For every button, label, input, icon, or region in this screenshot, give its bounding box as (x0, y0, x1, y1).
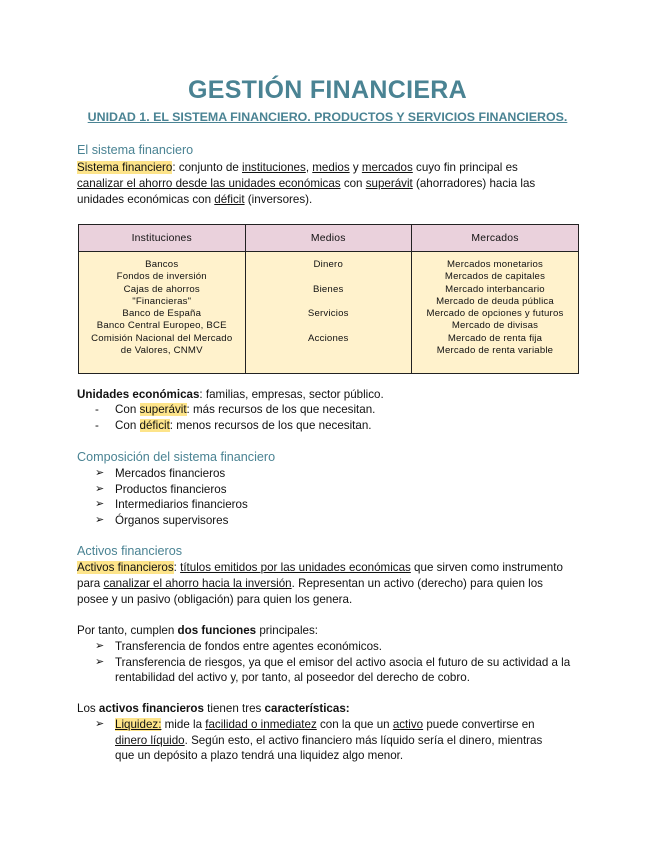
bold-term: Unidades económicas (77, 388, 200, 401)
dash-list-unidades (95, 402, 375, 433)
section-heading-composicion: Composición del sistema financiero (77, 450, 276, 464)
text-span: Con (115, 403, 140, 416)
text-span: : (173, 561, 181, 574)
highlight-term: Sistema financiero (77, 161, 173, 174)
financial-system-table (78, 224, 579, 374)
unit-subtitle: UNIDAD 1. EL SISTEMA FINANCIERO. PRODUCTOS Y SERVICIOS FINANCIEROS. (87, 110, 568, 124)
paragraph-unidades (77, 387, 577, 403)
definition-line-2 (77, 576, 577, 592)
arrow-bullet-icon: ➢ (95, 513, 105, 526)
text-span: Los (77, 702, 99, 715)
list-item-text: Intermediarios financieros (115, 498, 248, 511)
paragraph-activos-definition (77, 560, 577, 608)
liquidez-line-1 (115, 717, 565, 733)
list-item: Comisión Nacional del Mercado (91, 332, 233, 344)
list-item: Mercado de renta fija (447, 332, 543, 344)
text-span: unidades económicas con (77, 193, 215, 206)
text-span: para (77, 577, 104, 590)
definition-line-3 (77, 192, 577, 208)
spacer (250, 271, 408, 283)
list-item (95, 513, 248, 529)
underlined-term: medios (312, 161, 350, 174)
list-item: Mercados de capitales (444, 271, 546, 283)
list-item (95, 466, 248, 482)
dash-marker: - (95, 403, 99, 416)
definition-line-3: posee y un pasivo (obligación) para quien los genera. (77, 593, 353, 606)
text-span: . Según esto, el activo financiero más líquido sería el dinero, mientras (184, 733, 543, 747)
list-item-text: Transferencia de riesgos, ya que el emisor del activo asocia el futuro de su actividad a la (115, 655, 571, 669)
highlight-term: Liquidez: (115, 718, 162, 731)
list-item: Mercado de deuda pública (436, 295, 554, 307)
text-span: : conjunto de (172, 161, 242, 174)
section-heading-activos: Activos financieros (77, 544, 182, 558)
text-span: Por tanto, cumplen (77, 624, 178, 637)
list-item: Cajas de ahorros (123, 283, 200, 295)
list-item (95, 655, 585, 686)
spacer (250, 296, 408, 308)
list-item-text: Productos financieros (115, 482, 227, 496)
arrow-list-caracteristicas (95, 717, 565, 764)
definition-line-2 (77, 176, 577, 192)
list-item (95, 639, 585, 655)
list-item: Bancos (145, 259, 179, 270)
arrow-bullet-icon: ➢ (95, 467, 105, 479)
list-item-text: rentabilidad del activo y, por tanto, al poseedor del derecho de cobro. (115, 671, 470, 684)
list-item: "Financieras" (132, 295, 192, 307)
bold-term: características: (264, 702, 350, 715)
text-span: puede convertirse en (423, 718, 535, 731)
bold-term: activos financieros (98, 702, 204, 715)
liquidez-line-2 (115, 733, 565, 749)
list-item-text: Mercados financieros (115, 467, 226, 480)
underlined-term: canalizar el ahorro desde las unidades económicas (77, 177, 341, 190)
list-item-text: Órganos supervisores (115, 513, 229, 527)
list-item (95, 402, 375, 418)
arrow-bullet-icon: ➢ (95, 655, 105, 668)
text-span: Con (115, 418, 140, 432)
underlined-term: títulos emitidos por las unidades económicas (180, 561, 411, 574)
list-item: Dinero (313, 259, 343, 270)
definition-line-1 (77, 160, 577, 176)
list-item: Mercado de renta variable (436, 345, 554, 357)
list-item (95, 482, 248, 498)
text-span: . Representan un activo (derecho) para quien los (291, 577, 543, 590)
list-item: Acciones (307, 332, 349, 344)
bold-term: dos funciones (177, 624, 257, 637)
list-item: Mercado interbancario (445, 283, 545, 295)
underlined-term: instituciones (242, 161, 306, 174)
spacer (250, 320, 408, 332)
page-title: GESTIÓN FINANCIERA (187, 76, 468, 104)
table-header-medios: Medios (245, 225, 412, 252)
list-item: Mercado de opciones y futuros (426, 308, 564, 320)
text-span: (inversores). (244, 193, 313, 206)
underlined-term: déficit (214, 193, 245, 206)
definition-line-1 (77, 560, 577, 576)
arrow-bullet-icon: ➢ (95, 498, 105, 510)
list-item: Banco Central Europeo, BCE (96, 320, 227, 332)
text-span: y (349, 161, 362, 174)
list-item (95, 717, 565, 764)
text-span: tienen tres (203, 702, 265, 715)
table-cell-medios (245, 252, 412, 374)
list-item: Mercado de divisas (451, 320, 539, 332)
arrow-bullet-icon: ➢ (95, 482, 105, 495)
highlight-term: Activos financieros (77, 561, 174, 574)
text-span: (ahorradores) hacia las (412, 177, 536, 190)
paragraph-sistema-definition (77, 160, 577, 208)
underlined-term: dinero líquido (115, 733, 185, 747)
text-span: que sirven como instrumento (410, 561, 563, 574)
underlined-term: mercados (361, 161, 413, 174)
paragraph-caracteristicas (77, 701, 577, 717)
table-header-mercados: Mercados (412, 225, 579, 252)
list-item: Fondos de inversión (116, 271, 207, 283)
list-item: Servicios (307, 308, 349, 320)
list-item (95, 418, 375, 434)
table-cell-instituciones (79, 252, 246, 374)
highlight-term: déficit (139, 418, 170, 432)
text-span: , (305, 161, 313, 174)
text-span: : más recursos de los que necesitan. (186, 403, 376, 416)
underlined-term: facilidad o inmediatez (205, 718, 317, 731)
list-item: de Valores, CNMV (120, 345, 203, 357)
paragraph-funciones (77, 623, 577, 639)
text-span: : menos recursos de los que necesitan. (169, 418, 372, 432)
arrow-list-funciones (95, 639, 585, 686)
text-span: principales: (256, 624, 319, 637)
highlight-term: superávit (139, 403, 187, 416)
underlined-term: canalizar el ahorro hacia la inversión (103, 577, 292, 590)
section-heading-sistema: El sistema financiero (77, 143, 194, 157)
list-item-text: Transferencia de fondos entre agentes económicos. (115, 640, 383, 653)
dash-marker: - (95, 418, 99, 432)
text-span: con la que un (316, 718, 393, 731)
underlined-term: activo (392, 718, 424, 731)
arrow-bullet-icon: ➢ (95, 640, 105, 652)
list-item: Banco de España (122, 308, 202, 320)
text-span: mide la (161, 718, 206, 731)
arrow-list-composicion (95, 466, 248, 528)
list-item (95, 497, 248, 513)
text-span: con (340, 177, 366, 190)
liquidez-line-3: que un depósito a plazo tendrá una liquidez algo menor. (115, 749, 404, 762)
table-row (79, 252, 579, 374)
table-cell-mercados (412, 252, 579, 374)
text-span: cuyo fin principal es (412, 161, 518, 174)
table-header-instituciones: Instituciones (79, 225, 246, 252)
text-span: : familias, empresas, sector público. (199, 388, 384, 401)
underlined-term: superávit (365, 177, 413, 190)
arrow-bullet-icon: ➢ (95, 718, 105, 730)
list-item: Bienes (312, 283, 344, 295)
list-item: Mercados monetarios (446, 259, 544, 270)
